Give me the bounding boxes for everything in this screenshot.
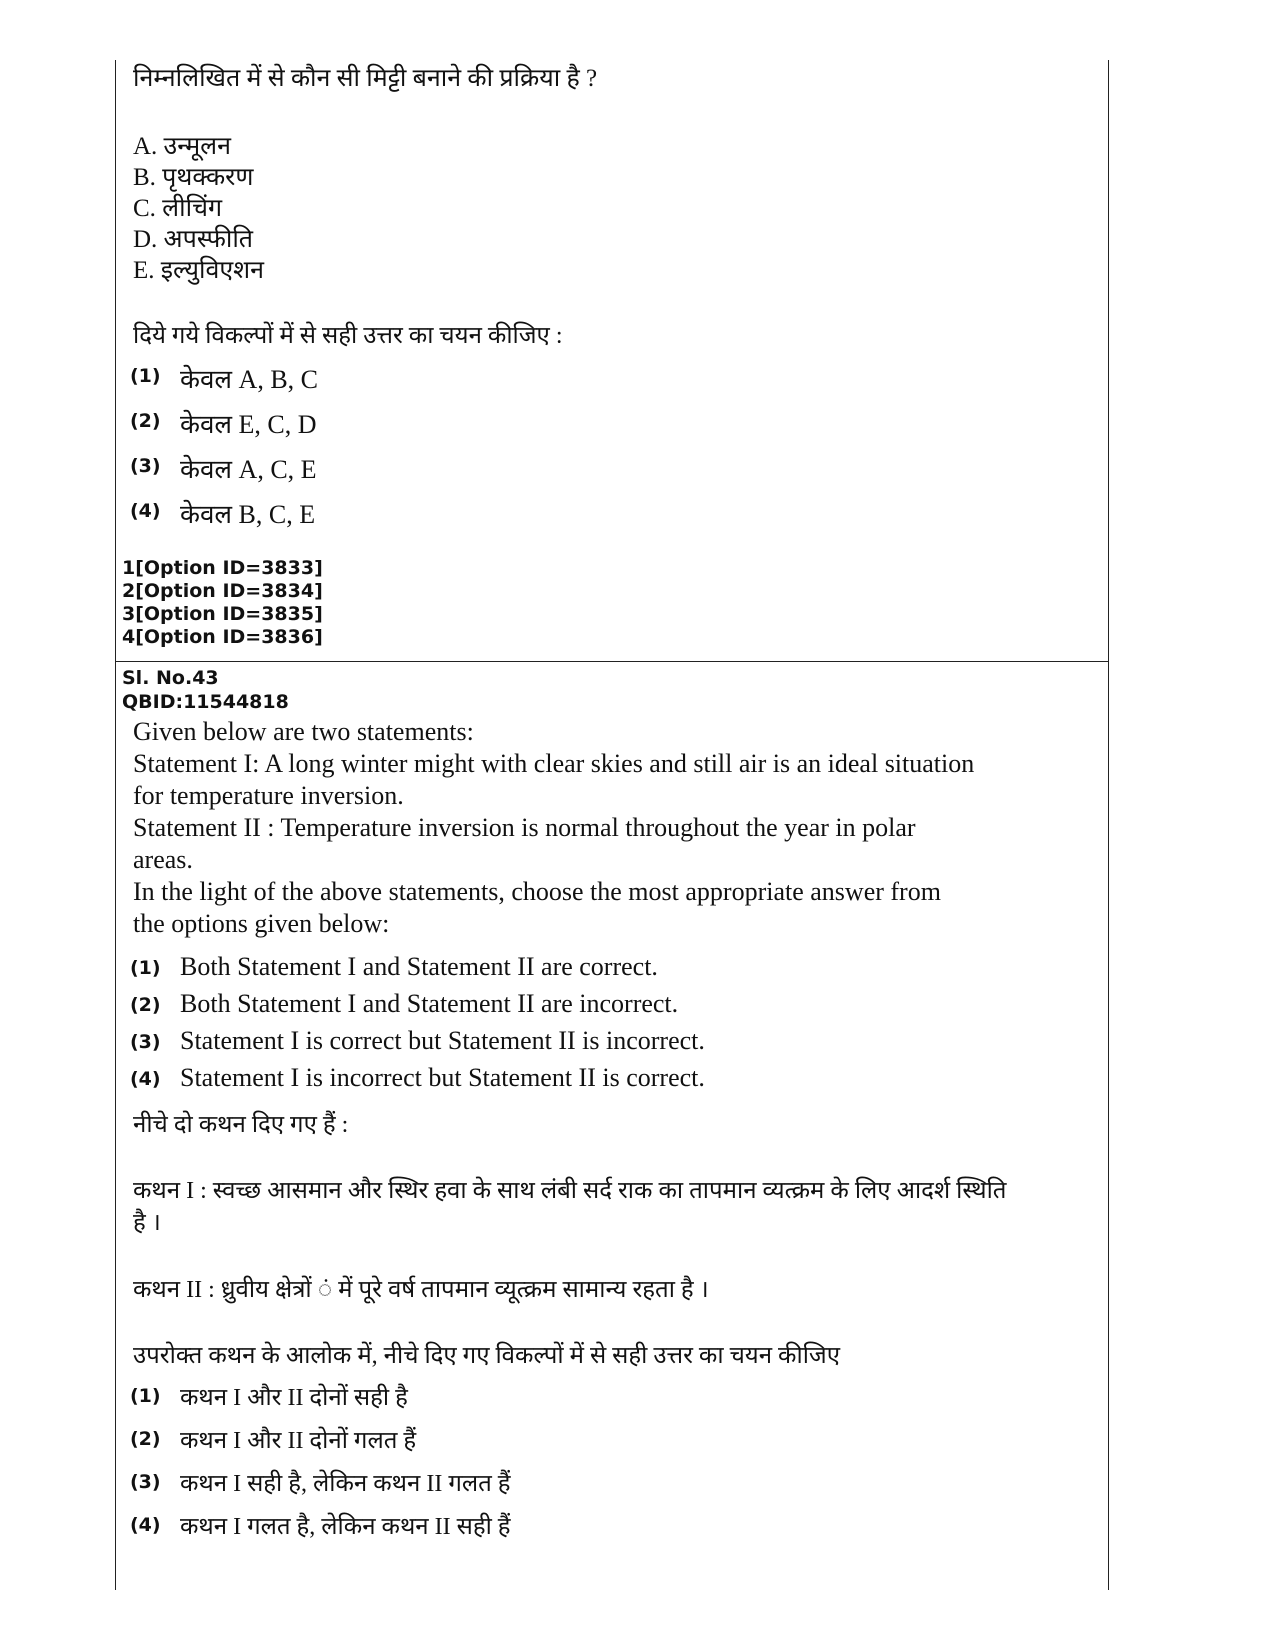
q2-en-line: Statement II : Temperature inversion is normal throughout the year in polar [133,813,916,842]
q2-en-option-number: (1) [130,957,161,979]
q1-item: E. इल्युविएशन [133,257,265,284]
q1-option-number: (4) [130,500,161,522]
q2-hindi-statement-2: कथन II : ध्रुवीय क्षेत्रों ं में पूरे वर्ष तापमान व्यूत्क्रम सामान्य रहता है । [133,1277,709,1303]
q2-en-line: Statement I: A long winter might with clear skies and still air is an ideal situation [133,749,975,778]
q2-hi-option-number: (2) [130,1428,161,1450]
q2-en-option-text: Statement I is correct but Statement II is incorrect. [180,1026,705,1055]
q2-hi-option-text: कथन I और II दोनों सही है [180,1385,408,1411]
serial-number: Sl. No.43 [122,667,219,689]
q2-hi-option-text: कथन I और II दोनों गलत हैं [180,1428,417,1454]
q2-hi-option-text: कथन I सही है, लेकिन कथन II गलत हैं [180,1471,511,1497]
q1-instruction: दिये गये विकल्पों में से सही उत्तर का चयन कीजिए : [133,323,563,349]
q1-option-text: केवल B, C, E [180,500,316,529]
question-divider [115,661,1108,662]
option-id: 3[Option ID=3835] [122,603,323,625]
q1-question: निम्नलिखित में से कौन सी मिट्टी बनाने की प्रक्रिया है ? [133,65,598,92]
q2-hi-option-number: (4) [130,1514,161,1536]
q2-hindi-instruction: उपरोक्त कथन के आलोक में, नीचे दिए गए विकल्पों में से सही उत्तर का चयन कीजिए [133,1343,840,1369]
q2-en-option-text: Both Statement I and Statement II are correct. [180,952,658,981]
q1-item: C. लीचिंग [133,195,223,222]
option-id: 4[Option ID=3836] [122,626,323,648]
q2-hi-option-text: कथन I गलत है, लेकिन कथन II सही हैं [180,1514,511,1540]
q1-item: B. पृथक्करण [133,164,254,191]
q2-en-line: Given below are two statements: [133,717,474,746]
q1-item: D. अपस्फीति [133,226,254,253]
q1-option-text: केवल A, B, C [180,365,319,394]
option-id: 2[Option ID=3834] [122,580,323,602]
q2-hindi-intro: नीचे दो कथन दिए गए हैं : [133,1112,349,1138]
q2-en-option-text: Statement I is incorrect but Statement II is correct. [180,1063,705,1092]
q2-en-line: areas. [133,845,193,874]
q2-en-line: the options given below: [133,909,390,938]
q2-en-option-number: (3) [130,1031,161,1053]
q2-hindi-statement-1-cont: है । [133,1210,161,1236]
q2-hi-option-number: (3) [130,1471,161,1493]
q1-option-number: (3) [130,455,161,477]
q2-en-option-number: (2) [130,994,161,1016]
q2-en-option-number: (4) [130,1068,161,1090]
q1-option-number: (1) [130,365,161,387]
qbid: QBID:11544818 [122,691,289,713]
q1-item: A. उन्मूलन [133,133,231,160]
option-id: 1[Option ID=3833] [122,557,323,579]
q2-en-line: In the light of the above statements, choose the most appropriate answer from [133,877,941,906]
q1-option-text: केवल E, C, D [180,410,317,439]
q1-option-text: केवल A, C, E [180,455,317,484]
q1-option-number: (2) [130,410,161,432]
q2-hindi-statement-1: कथन I : स्वच्छ आसमान और स्थिर हवा के साथ लंबी सर्द राक का तापमान व्यत्क्रम के लिए आदर्श स्थिति [133,1178,1007,1204]
q2-en-line: for temperature inversion. [133,781,404,810]
q2-en-option-text: Both Statement I and Statement II are incorrect. [180,989,679,1018]
q2-hi-option-number: (1) [130,1385,161,1407]
